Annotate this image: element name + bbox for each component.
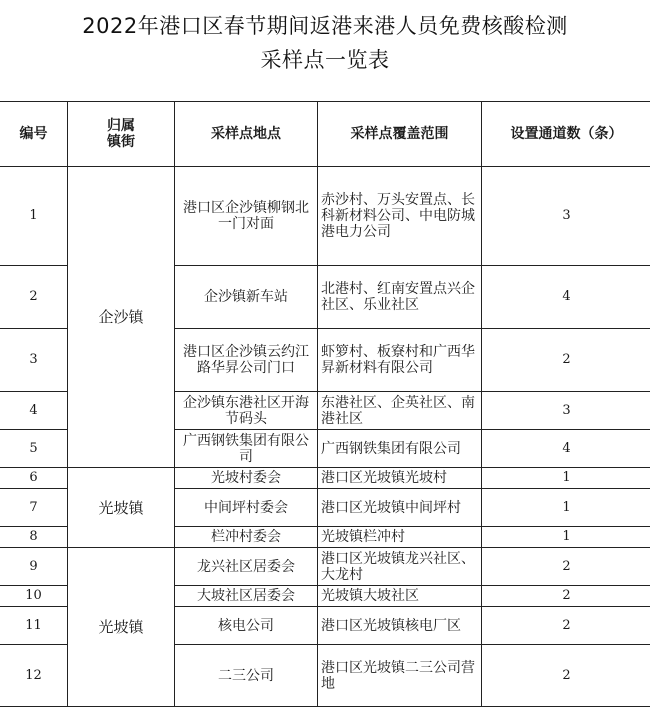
- town-cell: 企沙镇: [68, 167, 175, 468]
- row-number: 10: [0, 586, 68, 607]
- coverage-cell: 广西钢铁集团有限公司: [318, 430, 482, 468]
- channels-cell: 2: [482, 329, 650, 392]
- town-cell: 光坡镇: [68, 548, 175, 707]
- document-title-line1: 2022年港口区春节期间返港来港人员免费核酸检测: [82, 14, 568, 38]
- coverage-cell: 北港村、红南安置点兴企社区、乐业社区: [318, 266, 482, 329]
- site-cell: 企沙镇东港社区开海节码头: [175, 392, 318, 430]
- coverage-cell: 港口区光坡镇龙兴社区、大龙村: [318, 548, 482, 586]
- site-cell: 广西钢铁集团有限公司: [175, 430, 318, 468]
- coverage-cell: 光坡镇大坡社区: [318, 586, 482, 607]
- site-cell: 核电公司: [175, 607, 318, 645]
- channels-cell: 1: [482, 489, 650, 527]
- header-town-line2: 镇街: [107, 134, 135, 150]
- channels-cell: 2: [482, 548, 650, 586]
- site-cell: 光坡村委会: [175, 468, 318, 489]
- site-cell: 龙兴社区居委会: [175, 548, 318, 586]
- coverage-cell: 港口区光坡镇中间坪村: [318, 489, 482, 527]
- table-row: [0, 548, 650, 586]
- header-channels: 设置通道数（条）: [482, 102, 650, 167]
- row-number: 7: [0, 489, 68, 527]
- header-town-line1: 归属: [107, 118, 135, 134]
- row-number: 5: [0, 430, 68, 468]
- channels-cell: 3: [482, 167, 650, 266]
- coverage-cell: 虾箩村、板寮村和广西华昇新材料有限公司: [318, 329, 482, 392]
- coverage-cell: 港口区光坡镇二三公司营地: [318, 645, 482, 707]
- coverage-cell: 赤沙村、万头安置点、长科新材料公司、中电防城港电力公司: [318, 167, 482, 266]
- site-cell: 二三公司: [175, 645, 318, 707]
- row-number: 11: [0, 607, 68, 645]
- header-number: 编号: [0, 102, 68, 167]
- site-cell: 企沙镇新车站: [175, 266, 318, 329]
- row-number: 12: [0, 645, 68, 707]
- row-number: 8: [0, 527, 68, 548]
- row-number: 3: [0, 329, 68, 392]
- site-cell: 大坡社区居委会: [175, 586, 318, 607]
- document-title-line2: 采样点一览表: [260, 48, 390, 72]
- town-cell: 光坡镇: [68, 468, 175, 548]
- channels-cell: 4: [482, 266, 650, 329]
- coverage-cell: 港口区光坡镇核电厂区: [318, 607, 482, 645]
- channels-cell: 3: [482, 392, 650, 430]
- site-cell: 港口区企沙镇柳钢北一门对面: [175, 167, 318, 266]
- header-town: [68, 102, 175, 167]
- channels-cell: 1: [482, 468, 650, 489]
- site-cell: 港口区企沙镇云约江路华昇公司门口: [175, 329, 318, 392]
- row-number: 4: [0, 392, 68, 430]
- channels-cell: 2: [482, 645, 650, 707]
- row-number: 1: [0, 167, 68, 266]
- channels-cell: 1: [482, 527, 650, 548]
- table-row: [0, 167, 650, 266]
- site-cell: 中间坪村委会: [175, 489, 318, 527]
- header-site: 采样点地点: [175, 102, 318, 167]
- site-cell: 栏冲村委会: [175, 527, 318, 548]
- channels-cell: 2: [482, 607, 650, 645]
- coverage-cell: 港口区光坡镇光坡村: [318, 468, 482, 489]
- row-number: 6: [0, 468, 68, 489]
- row-number: 9: [0, 548, 68, 586]
- channels-cell: 4: [482, 430, 650, 468]
- channels-cell: 2: [482, 586, 650, 607]
- header-coverage: 采样点覆盖范围: [318, 102, 482, 167]
- table-row: [0, 468, 650, 489]
- coverage-cell: 东港社区、企英社区、南港社区: [318, 392, 482, 430]
- row-number: 2: [0, 266, 68, 329]
- table-header-row: [0, 102, 650, 167]
- coverage-cell: 光坡镇栏冲村: [318, 527, 482, 548]
- sampling-sites-table: [0, 101, 650, 707]
